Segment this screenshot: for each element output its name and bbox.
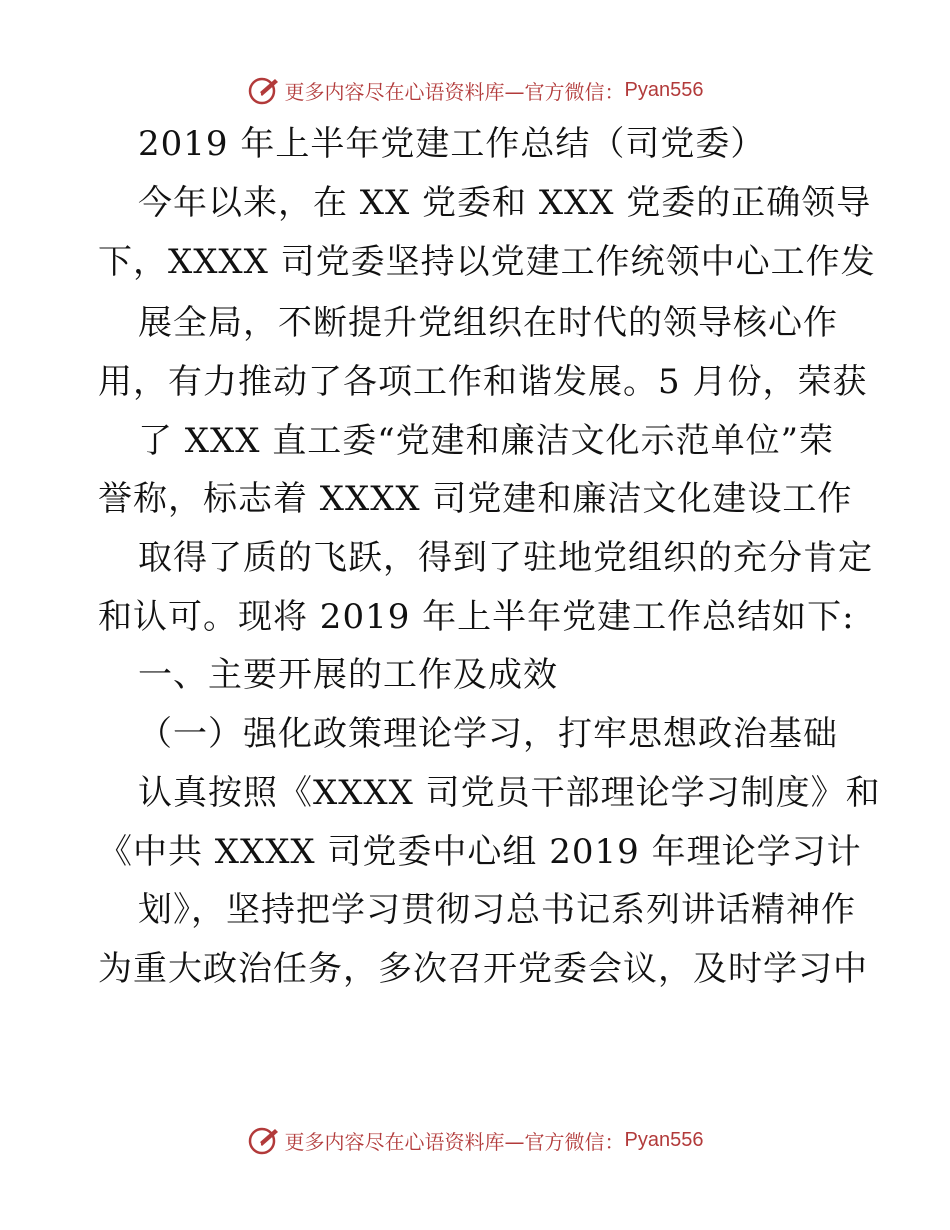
watermark-wechat-id: Pyan556 (624, 1128, 704, 1151)
paragraph-line: 展全局，不断提升党组织在时代的领导核心作 (138, 303, 838, 343)
paragraph-line: 誉称，标志着 XXXX 司党建和廉洁文化建设工作 (98, 479, 853, 519)
paragraph-line: 和认可。现将 2019 年上半年党建工作总结如下: (98, 597, 855, 637)
paragraph-line: 今年以来，在 XX 党委和 XXX 党委的正确领导 (138, 183, 872, 223)
footer-watermark (0, 1120, 950, 1160)
section-heading: 一、主要开展的工作及成效 (138, 655, 558, 695)
pen-logo-icon (247, 1123, 281, 1157)
paragraph-line: 《中共 XXXX 司党委中心组 2019 年理论学习计 (98, 832, 862, 872)
doc-title: 2019 年上半年党建工作总结（司党委） (138, 124, 766, 164)
header-watermark (0, 70, 950, 110)
subsection-heading: （一）强化政策理论学习，打牢思想政治基础 (138, 714, 838, 754)
watermark-text: 更多内容尽在心语资料库—官方微信： (284, 79, 625, 104)
paragraph-line: 认真按照《XXXX 司党员干部理论学习制度》和 (138, 773, 881, 813)
paragraph-line: 为重大政治任务，多次召开党委会议，及时学习中 (98, 949, 868, 989)
paragraph-line: 下，XXXX 司党委坚持以党建工作统领中心工作发 (98, 242, 876, 282)
watermark-text: 更多内容尽在心语资料库—官方微信： (284, 1129, 625, 1154)
watermark-wechat-id: Pyan556 (624, 78, 704, 101)
paragraph-line: 取得了质的飞跃，得到了驻地党组织的充分肯定 (138, 538, 873, 578)
paragraph-line: 了 XXX 直工委“党建和廉洁文化示范单位”荣 (138, 421, 834, 461)
pen-logo-icon (247, 73, 281, 107)
paragraph-line: 划》，坚持把学习贯彻习总书记系列讲话精神作 (138, 890, 856, 930)
paragraph-line: 用，有力推动了各项工作和谐发展。5 月份，荣获 (98, 362, 868, 402)
